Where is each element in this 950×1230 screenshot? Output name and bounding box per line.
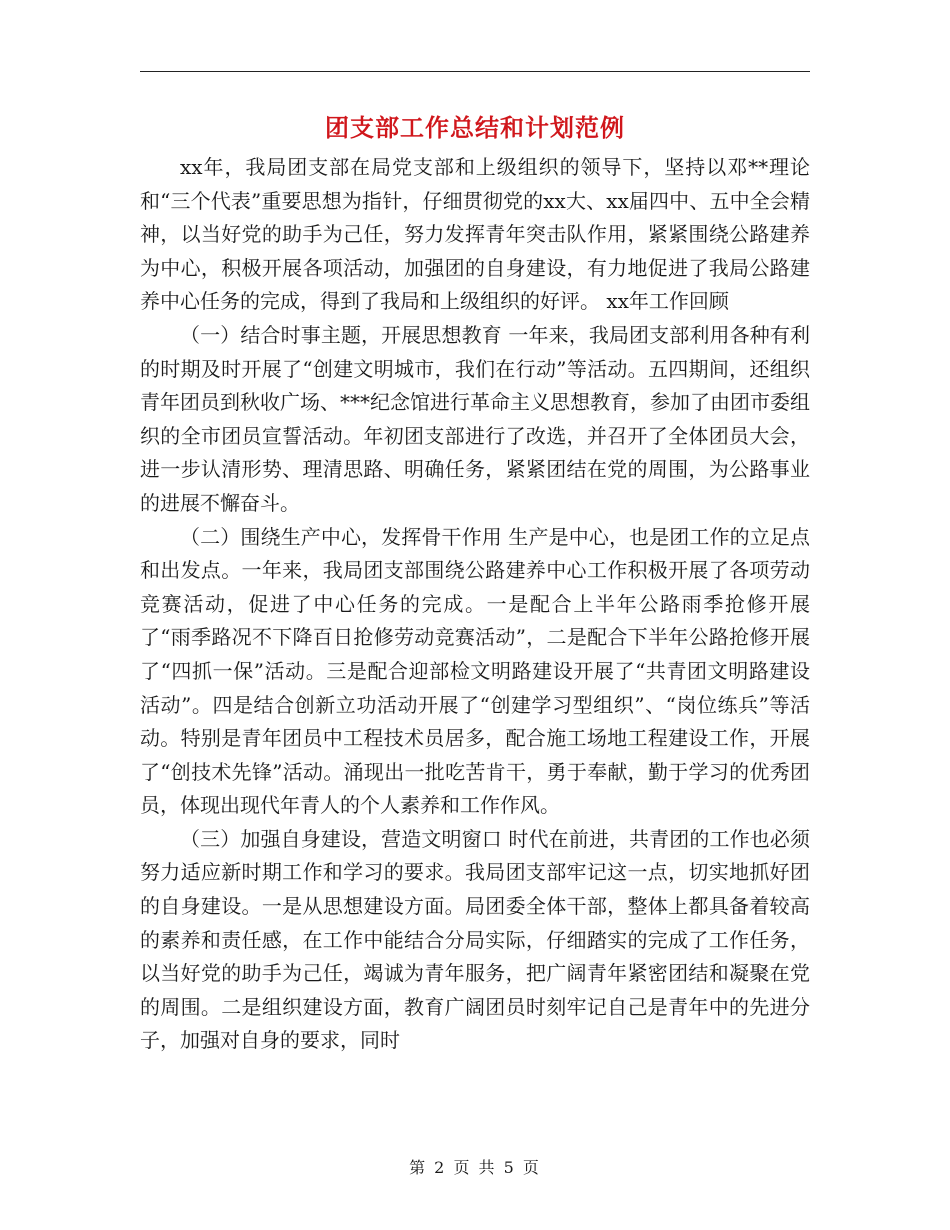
header-rule — [140, 71, 810, 72]
paragraph-section-3: （三）加强自身建设，营造文明窗口 时代在前进，共青团的工作也必须努力适应新时期工作和学习的要求。我局团支部牢记这一点，切实地抓好团的自身建设。一是从思想建设方面。局团委全体干部，整体上都具备着较高的素养和责任感，在工作中能结合分局实际，仔细踏实的完成了工作任务，以当好党的助手为己任，竭诚为青年服务，把广阔青年紧密团结和凝聚在党的周围。二是组织建设方面，教育广阔团员时刻牢记自己是青年中的先进分子，加强对自身的要求，同时 — [140, 826, 810, 1053]
document-body — [140, 151, 810, 1058]
paragraph-intro: xx年，我局团支部在局党支部和上级组织的领导下，坚持以邓**理论和“三个代表”重要思想为指针，仔细贯彻党的xx大、xx届四中、五中全会精神，以当好党的助手为己任，努力发挥青年突击队作用，紧紧围绕公路建养为中心，积极开展各项活动，加强团的自身建设，有力地促进了我局公路建养中心任务的完成，得到了我局和上级组织的好评。 xx年工作回顾 — [140, 155, 810, 314]
paragraph-section-1: （一）结合时事主题，开展思想教育 一年来，我局团支部利用各种有利的时期及时开展了“创建文明城市，我们在行动”等活动。五四期间，还组织青年团员到秋收广场、***纪念馆进行革命主义思想教育，参加了由团市委组织的全市团员宣誓活动。年初团支部进行了改选，并召开了全体团员大会，进一步认清形势、理清思路、明确任务，紧紧团结在党的周围，为公路事业的进展不懈奋斗。 — [140, 322, 810, 515]
page-number-footer: 第 2 页 共 5 页 — [409, 1158, 541, 1177]
document-title: 团支部工作总结和计划范例 — [325, 114, 625, 142]
paragraph-section-2: （二）围绕生产中心，发挥骨干作用 生产是中心，也是团工作的立足点和出发点。一年来，我局团支部围绕公路建养中心工作积极开展了各项劳动竞赛活动，促进了中心任务的完成。一是配合上半年公路雨季抢修开展了“雨季路况不下降百日抢修劳动竞赛活动”，二是配合下半年公路抢修开展了“四抓一保”活动。三是配合迎部检文明路建设开展了“共青团文明路建设活动”。四是结合创新立功活动开展了“创建学习型组织”、“岗位练兵”等活动。特别是青年团员中工程技术员居多，配合施工场地工程建设工作，开展了“创技术先锋”活动。涌现出一批吃苦肯干，勇于奉献，勤于学习的优秀团员，体现出现代年青人的个人素养和工作作风。 — [140, 524, 810, 818]
